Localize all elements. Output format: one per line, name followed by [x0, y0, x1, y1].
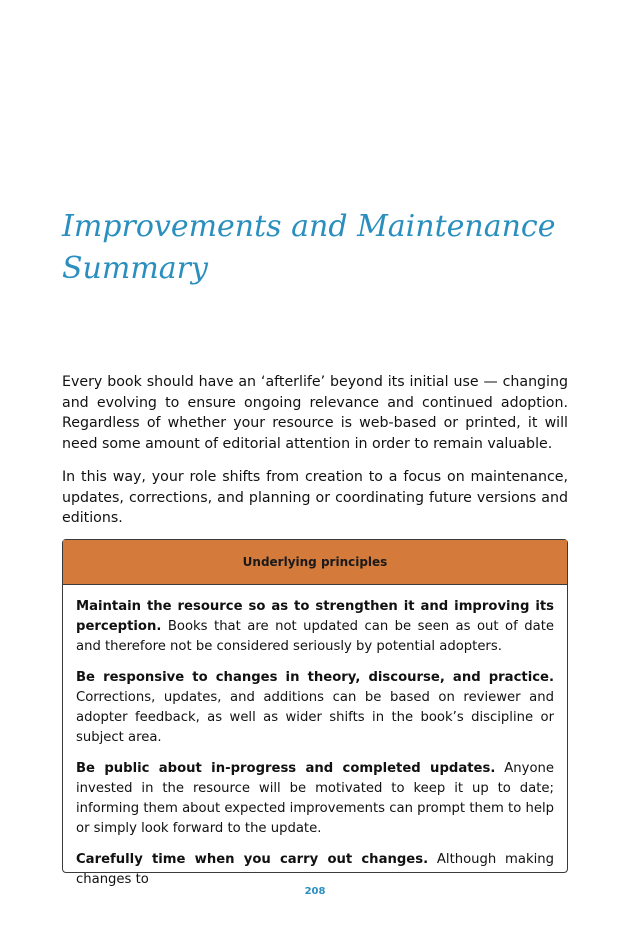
principle-lead: Be public about in-progress and completed updates.	[76, 761, 496, 776]
principle-text: Corrections, updates, and additions can be based on reviewer and adopter feedback, as well as wider shifts in the book’s discipline or subject area.	[76, 690, 554, 745]
principle-text: Although making changes to	[76, 852, 554, 887]
page-title-line-2: Summary	[62, 251, 208, 286]
principles-box-heading: Underlying principles	[63, 540, 567, 585]
principle-text: Anyone invested in the resource will be motivated to keep it up to date; informing them about expected improvements can prompt them to help or simply look forward to the update.	[76, 761, 554, 836]
principle-item	[76, 759, 554, 839]
page-title-line-1: Improvements and Maintenance	[62, 209, 556, 244]
principle-lead: Maintain the resource so as to strengthen it and improving its perception.	[76, 599, 554, 634]
principle-lead: Carefully time when you carry out changes.	[76, 852, 429, 867]
principle-item	[76, 668, 554, 748]
intro-paragraph: Every book should have an ‘afterlife’ beyond its initial use — changing and evolving to ensure ongoing relevance and continued adoption. Regardless of whether your resource is web-based or printed, it will need some amount of editorial attention in order to remain valuable.	[62, 374, 568, 452]
principle-lead: Be responsive to changes in theory, discourse, and practice.	[76, 670, 554, 685]
role-paragraph: In this way, your role shifts from creation to a focus on maintenance, updates, corrections, and planning or coordinating future versions and editions.	[62, 469, 568, 526]
principle-item	[76, 597, 554, 657]
principle-item	[76, 850, 554, 890]
principles-list	[63, 585, 567, 890]
principle-text: Books that are not updated can be seen as out of date and therefore not be considered seriously by potential adopters.	[76, 619, 554, 654]
page-number: 208	[304, 886, 326, 897]
principles-box	[62, 539, 568, 887]
page-title	[62, 206, 582, 290]
